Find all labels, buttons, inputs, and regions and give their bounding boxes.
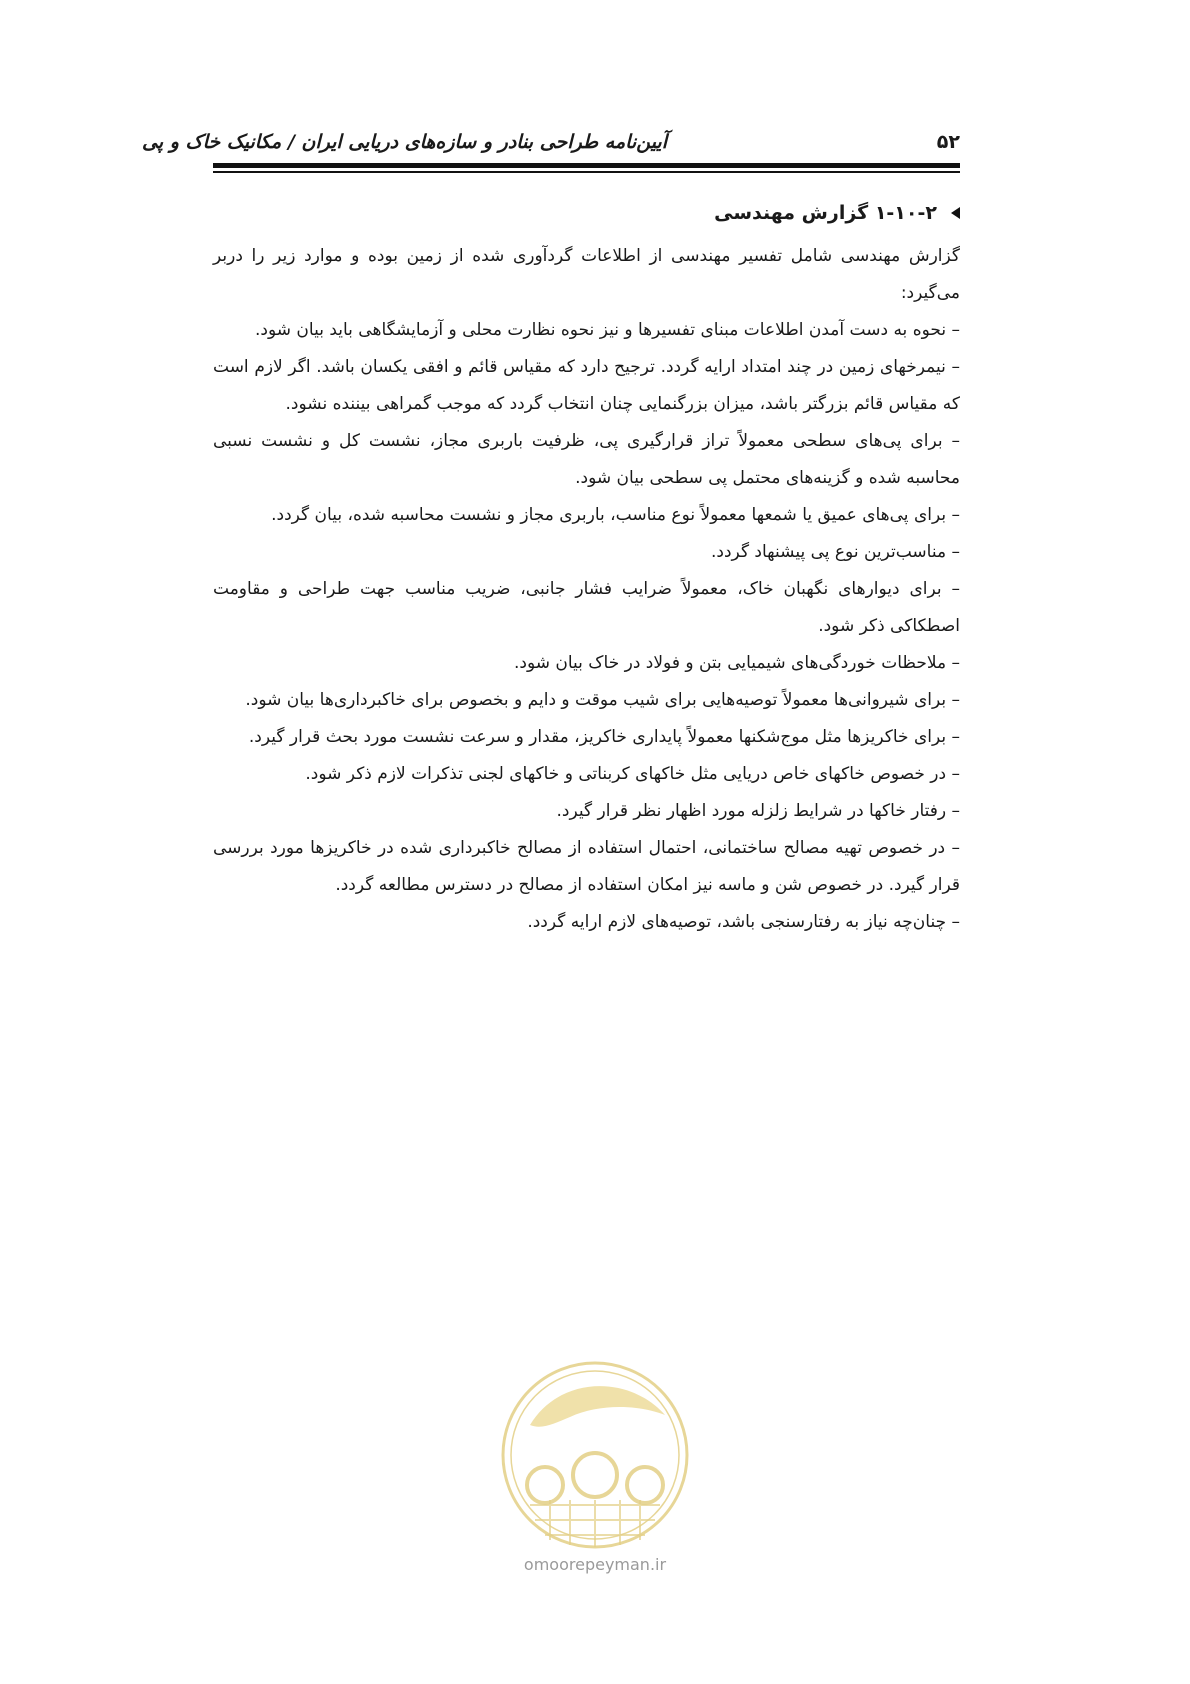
paragraph-intro: گزارش مهندسی شامل تفسیر مهندسی از اطلاعات گردآوری شده از زمین بوده و موارد زیر را دربر می‌گیرد: — [213, 246, 960, 303]
list-item: – برای خاکریزها مثل موج‌شکنها معمولاً پایداری خاکریز، مقدار و سرعت نشست مورد بحث قرار گیرد. — [248, 727, 960, 747]
header-rule-thin — [213, 171, 960, 173]
list-item: – نیمرخهای زمین در چند امتداد ارایه گردد. ترجیح دارد که مقیاس قائم و افقی یکسان باشد. اگر لازم است که مقیاس قائم بزرگتر باشد، میزان بزرگنمایی چنان انتخاب گردد که موجب گمراهی بیننده نشود. — [213, 357, 960, 414]
watermark — [490, 1355, 700, 1585]
list-item: – چنان‌چه نیاز به رفتارسنجی باشد، توصیه‌های لازم ارایه گردد. — [527, 912, 960, 932]
watermark-logo-icon — [490, 1355, 700, 1555]
list-item: – برای پی‌های سطحی معمولاً تراز قرارگیری پی، ظرفیت باربری مجاز، نشست کل و نشست نسبی محاسبه شده و گزینه‌های محتمل پی سطحی بیان شود. — [213, 431, 960, 488]
list-item: – در خصوص تهیه مصالح ساختمانی، احتمال استفاده از مصالح خاکبرداری شده در خاکریزها مورد بررسی قرار گیرد. در خصوص شن و ماسه نیز امکان استفاده از مصالح در دسترس مطالعه گردد. — [213, 838, 960, 895]
header-title: آیین‌نامه طراحی بنادر و سازه‌های دریایی ایران / مکانیک خاک و پی — [142, 131, 667, 153]
list-item: – مناسب‌ترین نوع پی پیشنهاد گردد. — [711, 542, 960, 562]
watermark-url: omoorepeyman.ir — [523, 1555, 667, 1574]
list-item: – برای شیروانی‌ها معمولاً توصیه‌هایی برای شیب موقت و دایم و بخصوص برای خاکبرداری‌ها بیان شود. — [245, 690, 960, 710]
list-item: – برای دیوارهای نگهبان خاک، معمولاً ضرایب فشار جانبی، ضریب مناسب جهت طراحی و مقاومت اصطکاکی ذکر شود. — [213, 579, 960, 636]
main-content — [213, 196, 960, 941]
header-rule-thick — [213, 163, 960, 168]
section-heading-text: ۱-۱۰-۲ گزارش مهندسی — [714, 202, 937, 224]
triangle-bullet-icon — [951, 207, 960, 219]
list-item: – برای پی‌های عمیق یا شمعها معمولاً نوع مناسب، باربری مجاز و نشست محاسبه شده، بیان گردد. — [271, 505, 960, 525]
list-item: – در خصوص خاکهای خاص دریایی مثل خاکهای کربناتی و خاکهای لجنی تذکرات لازم ذکر شود. — [305, 764, 960, 784]
section-heading — [213, 196, 960, 230]
page-number: ۵۲ — [936, 131, 960, 153]
list-item: – ملاحظات خوردگی‌های شیمیایی بتن و فولاد در خاک بیان شود. — [513, 653, 960, 673]
list-item: – رفتار خاکها در شرایط زلزله مورد اظهار نظر قرار گیرد. — [556, 801, 960, 821]
list-item: – نحوه به دست آمدن اطلاعات مبنای تفسیرها و نیز نحوه نظارت محلی و آزمایشگاهی باید بیان شود. — [255, 320, 960, 340]
running-header — [142, 128, 960, 158]
